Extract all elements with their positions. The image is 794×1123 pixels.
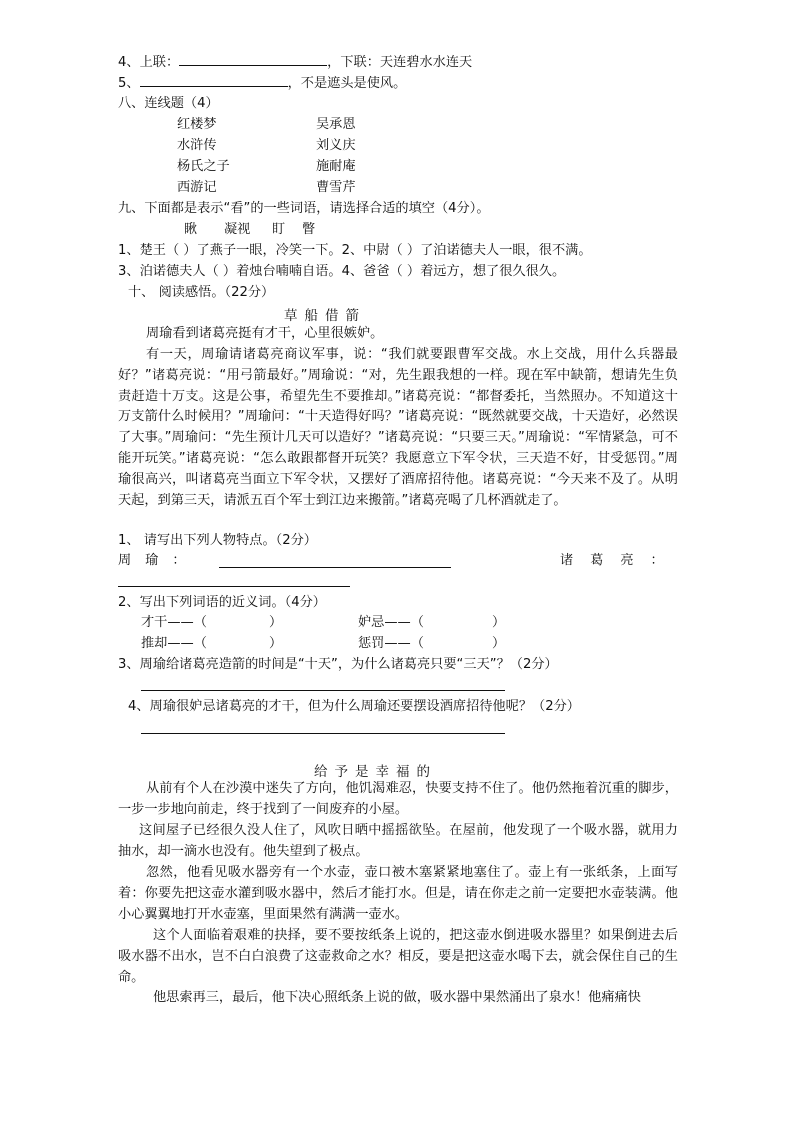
sec8-right-2[interactable]: 刘义庆 xyxy=(316,138,356,153)
story2-paragraph-2: 这间屋子已经很久没人住了，风吹日晒中摇摇欲坠。在屋前，他发现了一个吸水器，就用力抽水，却一滴水也没有。他失望到了极点。 xyxy=(118,823,678,859)
q2-item-1-close: ） xyxy=(269,615,283,630)
sec8-left-1[interactable]: 红楼梦 xyxy=(177,117,217,132)
sec9-word-1: 瞅 xyxy=(184,222,198,237)
story1-q4: 4、周瑜很妒忌诸葛亮的才干，但为什么周瑜还要摆设酒席招待他呢？（2分） xyxy=(128,699,580,714)
q5-rest: ，不是遮头是使风。 xyxy=(287,76,407,91)
q5-answer-blank[interactable] xyxy=(140,74,288,87)
q4-rest: 天连碧水水连天 xyxy=(379,55,473,70)
q4-mid: ，下联： xyxy=(327,55,380,70)
q4-prefix: 4、上联： xyxy=(118,55,180,70)
sec9-word-3: 盯 xyxy=(272,222,286,237)
story1-q1: 1、 请写出下列人物特点。（2分） xyxy=(118,533,317,548)
q5-prefix: 5、 xyxy=(118,76,140,91)
sec8-left-3[interactable]: 杨氏之子 xyxy=(177,159,230,174)
q4-line xyxy=(118,53,472,72)
q1-zhuge-label: 诸葛亮： xyxy=(560,553,681,568)
story1-title: 草船借箭 xyxy=(284,308,366,324)
sec9-title: 九、下面都是表示“看”的一些词语，请选择合适的填空（4分）。 xyxy=(118,201,490,216)
q2-item-3-close: ） xyxy=(269,636,283,651)
sec9-word-4: 瞥 xyxy=(302,222,316,237)
story1-paragraph-1: 周瑜看到诸葛亮挺有才干，心里很嫉妒。 xyxy=(146,326,384,341)
q5-line xyxy=(118,74,406,93)
sec9-line-2: 3、泊诺德夫人（ ）着烛台喃喃自语。4、爸爸（ ）着远方，想了很久很久。 xyxy=(118,264,566,279)
sec8-right-4[interactable]: 曹雪芹 xyxy=(316,180,356,195)
sec8-left-2[interactable]: 水浒传 xyxy=(177,138,217,153)
sec8-right-3[interactable]: 施耐庵 xyxy=(316,159,356,174)
q2-item-3: 推却——（ xyxy=(141,636,207,651)
q2-item-2-close: ） xyxy=(492,615,506,630)
sec9-line-1: 1、楚王（ ）了燕子一眼，冷笑一下。2、中尉（ ）了泊诺德夫人一眼，很不满。 xyxy=(118,243,592,258)
q1-zhuge-blank[interactable] xyxy=(118,586,350,587)
sec9-word-2: 凝视 xyxy=(224,222,251,237)
q2-item-4: 惩罚——（ xyxy=(358,636,424,651)
q4-answer-blank[interactable] xyxy=(141,733,505,734)
q2-item-1: 才干——（ xyxy=(141,615,207,630)
story2-paragraph-4: 这个人面临着艰难的抉择，要不要按纸条上说的，把这壶水倒进吸水器里？如果倒进去后吸水器不出水，岂不白白浪费了这壶救命之水？相反，要是把这壶水喝下去，就会保住自己的生命。 xyxy=(118,928,678,985)
story1-q3: 3、周瑜给诸葛亮造箭的时间是“十天”，为什么诸葛亮只要“三天”？（2分） xyxy=(118,657,558,672)
q4-answer-blank[interactable] xyxy=(179,53,327,66)
q1-zhouyu-blank[interactable] xyxy=(219,567,451,568)
q1-zhouyu-label: 周瑜： xyxy=(118,553,200,568)
q3-answer-blank[interactable] xyxy=(141,690,505,691)
sec8-right-1[interactable]: 吴承恩 xyxy=(316,117,356,132)
story1-q2: 2、写出下列词语的近义词。（4分） xyxy=(118,595,326,610)
sec10-title: 十、 阅读感悟。（22分） xyxy=(128,285,275,300)
story2-paragraph-1: 从前有个人在沙漠中迷失了方向，他饥渴难忍，快要支持不住了。他仍然拖着沉重的脚步，一步一步地向前走，终于找到了一间废弃的小屋。 xyxy=(118,781,678,817)
story1-paragraph-2: 有一天，周瑜请诸葛亮商议军事，说：“我们就要跟曹军交战。水上交战，用什么兵器最好？”诸葛亮说：“用弓箭最好。”周瑜说：“对，先生跟我想的一样。现在军中缺箭，想请先生负责赶造十万支。这是公事，希望先生不要推却。”诸葛亮说：“都督委托，当然照办。不知道这十万支箭什么时候用？”周瑜问：“十天造得好吗？”诸葛亮说：“既然就要交战，十天造好，必然误了大事。”周瑜问：“先生预计几天可以造好？”诸葛亮说：“只要三天。”周瑜说：“军情紧急，可不能开玩笑。”诸葛亮说：“怎么敢跟都督开玩笑？我愿意立下军令状，三天造不好，甘受惩罚。”周瑜很高兴，叫诸葛亮当面立下军令状，又摆好了酒席招待他。诸葛亮说：“今天来不及了。从明天起，到第三天，请派五百个军士到江边来搬箭。”诸葛亮喝了几杯酒就走了。 xyxy=(118,347,678,508)
q2-item-2: 妒忌——（ xyxy=(358,615,424,630)
story2-paragraph-3: 忽然，他看见吸水器旁有一个水壶，壶口被木塞紧紧地塞住了。壶上有一张纸条，上面写着：你要先把这壶水灌到吸水器中，然后才能打水。但是，请在你走之前一定要把水壶装满。他小心翼翼地打开水壶塞，里面果然有满满一壶水。 xyxy=(118,865,678,922)
sec8-left-4[interactable]: 西游记 xyxy=(177,180,217,195)
q2-item-4-close: ） xyxy=(492,636,506,651)
sec8-title: 八、连线题（4） xyxy=(118,96,219,111)
story2-title: 给予是幸福的 xyxy=(314,764,437,780)
story2-paragraph-5: 他思索再三，最后，他下决心照纸条上说的做，吸水器中果然涌出了泉水！他痛痛快 xyxy=(153,990,641,1005)
